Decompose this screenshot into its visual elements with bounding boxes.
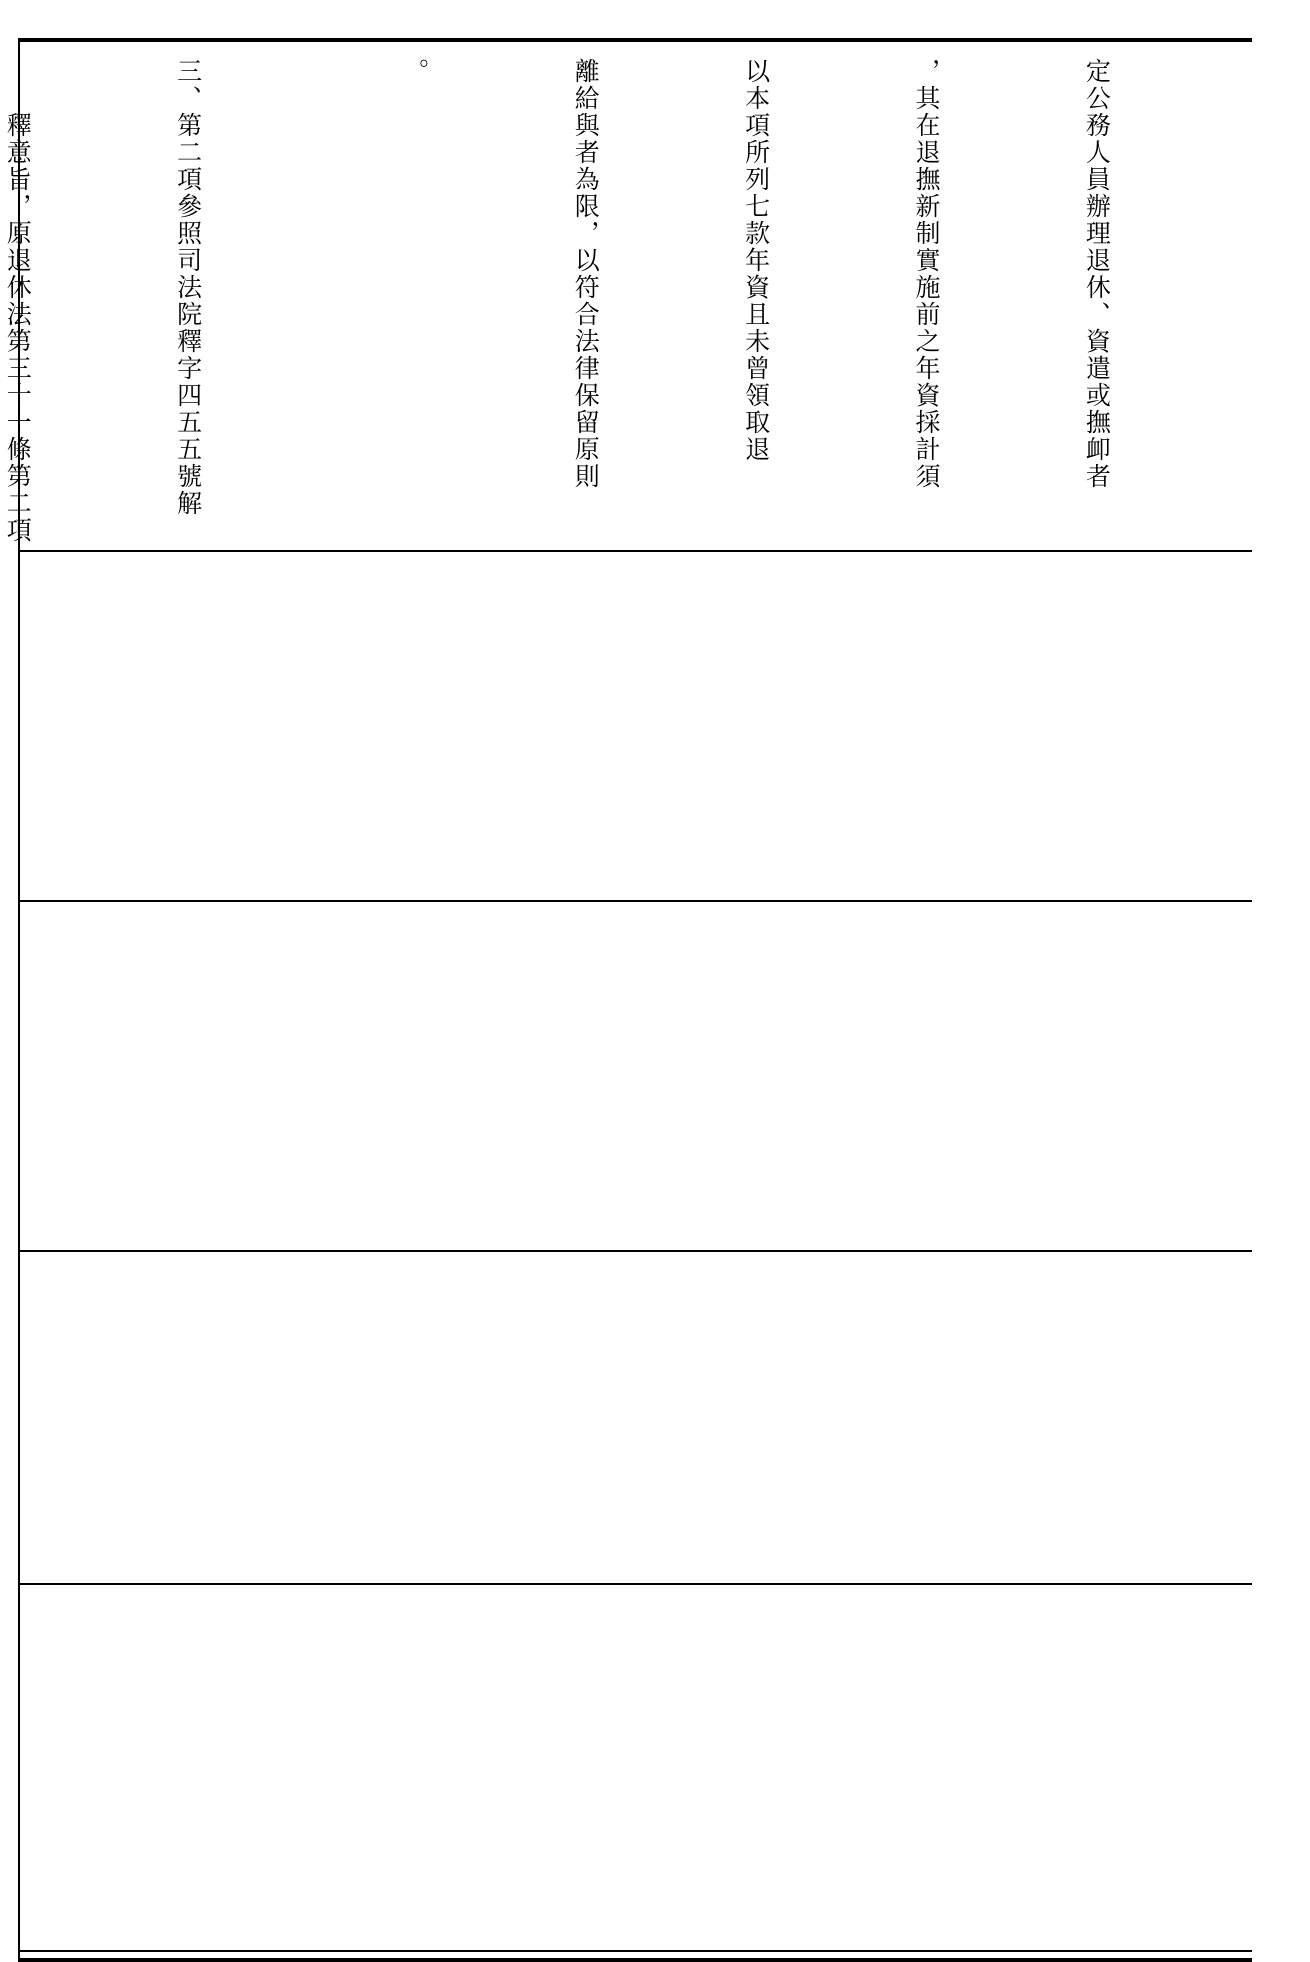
row-divider <box>20 1250 1252 1252</box>
text-line: 定公務人員辦理退休、資遣或撫卹者 <box>1082 58 1112 490</box>
document-table <box>3 38 1252 1962</box>
text-line: ，其在退撫新制實施前之年資採計須 <box>912 58 942 490</box>
row-divider <box>20 900 1252 902</box>
row-divider <box>20 1950 1252 1952</box>
text-line: 。 <box>400 58 430 85</box>
text-line: 三、第二項參照司法院釋字四五五號解 <box>173 58 203 517</box>
row-divider <box>20 1583 1252 1585</box>
text-line: 離給與者為限，以符合法律保留原則 <box>571 58 601 490</box>
text-line: 以本項所列七款年資且未曾領取退 <box>741 58 771 463</box>
text-line: 釋意旨，原退休法第三十一條第二項 <box>3 58 33 544</box>
explanation-text <box>0 58 1238 582</box>
